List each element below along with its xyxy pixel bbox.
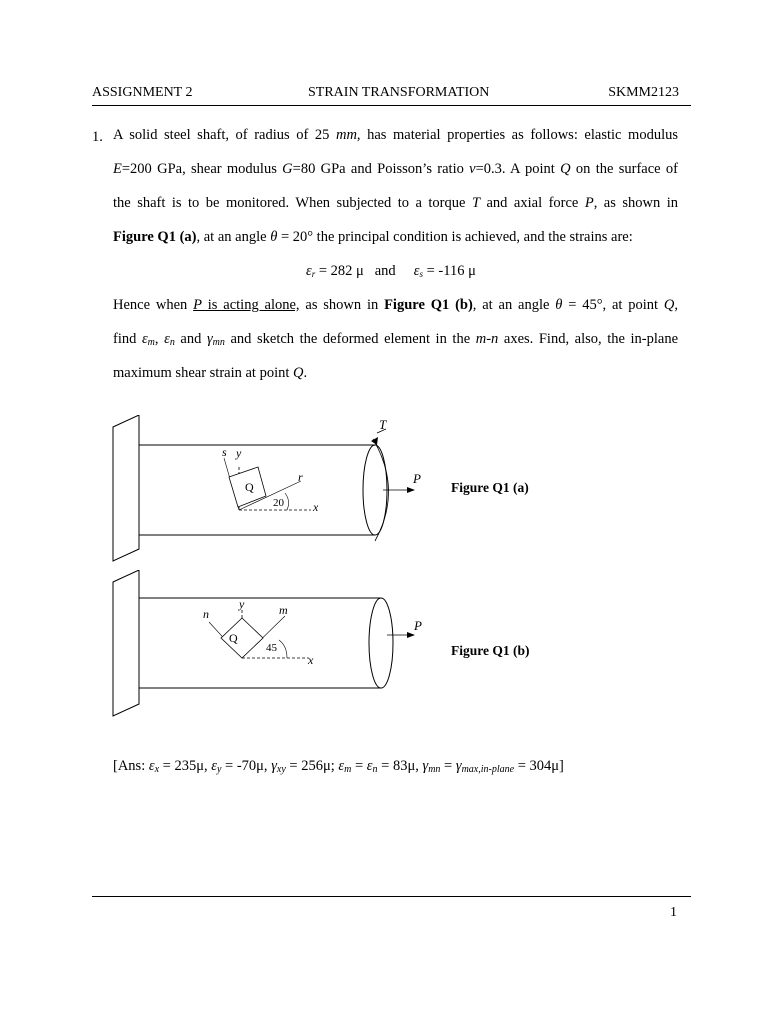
axis-x-label-b: x bbox=[308, 653, 314, 667]
page-header bbox=[92, 85, 691, 105]
point-q-b: Q bbox=[229, 631, 238, 645]
question-number: 1. bbox=[92, 129, 103, 145]
header-center: STRAIN TRANSFORMATION bbox=[308, 85, 490, 100]
header-left: ASSIGNMENT 2 bbox=[92, 85, 193, 100]
page-number: 1 bbox=[670, 905, 677, 920]
figure-q1a-diagram bbox=[105, 415, 425, 565]
axis-y-label-a: y bbox=[236, 446, 242, 460]
question-line-6: Hence when P is acting alone, as shown in Figure Q1 (b), at an angle θ = 45°, at point Q, bbox=[113, 297, 679, 313]
angle-label-a: 20 bbox=[273, 497, 284, 509]
figure-q1a-caption: Figure Q1 (a) bbox=[451, 480, 529, 495]
torque-label: T bbox=[379, 417, 387, 432]
question-line-3: the shaft is to be monitored. When subjected to a torque T and axial force P, as shown in bbox=[113, 195, 678, 211]
figure-ref-b: Figure Q1 (b) bbox=[384, 297, 473, 313]
header-rule bbox=[92, 105, 691, 106]
question-line-7: find εm, εn and γmn and sketch the deformed element in the m-n axes. Find, also, the in-plane bbox=[113, 331, 679, 348]
axis-m-label: m bbox=[279, 603, 288, 617]
angle-label-b: 45 bbox=[266, 642, 277, 654]
axis-s-label: s bbox=[222, 445, 227, 459]
question-line-1: A solid steel shaft, of radius of 25 mm, has material properties as follows: elastic modulus bbox=[113, 127, 678, 143]
force-label-b: P bbox=[414, 618, 422, 633]
point-q-a: Q bbox=[245, 480, 254, 494]
figure-q1b-caption: Figure Q1 (b) bbox=[451, 643, 530, 658]
header-right: SKMM2123 bbox=[608, 85, 679, 100]
question-line-2: E=200 GPa, shear modulus G=80 GPa and Poisson’s ratio v=0.3. A point Q on the surface of bbox=[113, 161, 678, 177]
footer-rule bbox=[92, 896, 691, 897]
strain-values: $\varepsilon_r = 282$ μ and $\varepsilon_s = -116$ μ bbox=[306, 263, 476, 279]
axis-r-label: r bbox=[298, 470, 303, 484]
axis-x-label-a: x bbox=[313, 500, 319, 514]
axis-y-label-b: y bbox=[239, 597, 245, 611]
axis-n-label: n bbox=[203, 607, 209, 621]
force-label-a: P bbox=[413, 471, 421, 486]
answer-line: [Ans: εx = 235μ, εy = -70μ, γxy = 256μ; εm = εn = 83μ, γmn = γmax,in-plane = 304μ] bbox=[113, 758, 564, 775]
question-line-4: Figure Q1 (a), at an angle θ = 20° the principal condition is achieved, and the strains are: bbox=[113, 229, 633, 245]
question-line-8: maximum shear strain at point Q. bbox=[113, 365, 308, 381]
figure-ref-a: Figure Q1 (a) bbox=[113, 229, 197, 245]
figure-q1b-diagram bbox=[105, 570, 425, 720]
